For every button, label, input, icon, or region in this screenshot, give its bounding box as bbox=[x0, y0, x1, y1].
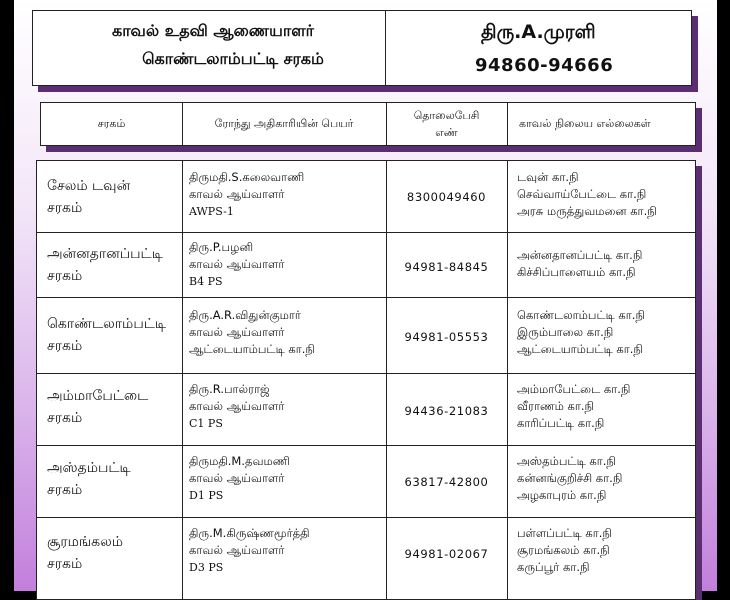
column-header-phone bbox=[386, 107, 507, 141]
table-row-zone bbox=[47, 385, 148, 429]
officer-station: AWPS-1 bbox=[189, 205, 234, 218]
officer-name: திரு.P.பழனி bbox=[189, 240, 254, 254]
zone-suffix: சரகம் bbox=[47, 556, 83, 572]
table-row-phone: 63817-42800 bbox=[404, 475, 489, 489]
header-divider bbox=[385, 11, 386, 85]
zone-name: அம்மாபேட்டை bbox=[47, 388, 149, 404]
table-row-limits bbox=[517, 525, 612, 576]
table-row-limits bbox=[517, 453, 622, 504]
zone-suffix: சரகம் bbox=[47, 338, 83, 354]
header-title-line1: காவல் உதவி ஆணையாளர் bbox=[111, 21, 315, 40]
table-row-officer bbox=[189, 525, 310, 576]
station-limit: செவ்வாய்பேட்டை கா.நி bbox=[517, 187, 647, 201]
table-row-phone: 94981-05553 bbox=[404, 330, 489, 344]
zone-name: கொண்டலாம்பட்டி bbox=[47, 316, 167, 332]
station-limit: பள்ளப்பட்டி கா.நி bbox=[517, 526, 612, 540]
zone-suffix: சரகம் bbox=[47, 482, 83, 498]
station-limit: இரும்பாலை கா.நி bbox=[517, 325, 614, 339]
table-row-phone: 94981-02067 bbox=[404, 547, 489, 561]
zone-suffix: சரகம் bbox=[47, 410, 83, 426]
station-limit: ஆட்டையாம்பட்டி கா.நி bbox=[517, 342, 643, 356]
table-row-divider bbox=[37, 232, 695, 233]
table-row-phone: 8300049460 bbox=[406, 190, 487, 204]
table-row-divider bbox=[37, 445, 695, 446]
station-limit: சூரமங்கலம் கா.நி bbox=[517, 543, 610, 557]
table-row-limits bbox=[517, 247, 642, 281]
station-limit: வீராணம் கா.நி bbox=[517, 399, 595, 413]
zone-suffix: சரகம் bbox=[47, 268, 83, 284]
header-box bbox=[32, 10, 692, 86]
column-header-officer: ரோந்து அதிகாரியின் பெயர் bbox=[214, 117, 354, 130]
table-row-limits bbox=[517, 307, 645, 358]
officer-rank: காவல் ஆய்வாளர் bbox=[189, 325, 285, 339]
station-limit: டவுன் கா.நி bbox=[517, 170, 579, 184]
officer-station: D3 PS bbox=[189, 561, 224, 574]
table-row-zone bbox=[47, 531, 123, 575]
zone-name: அன்னதானப்பட்டி bbox=[47, 246, 163, 262]
table-row-zone bbox=[47, 313, 166, 357]
table-row-limits bbox=[517, 169, 657, 220]
officer-name: திருமதி.S.கலைவாணி bbox=[189, 170, 305, 184]
station-limit: கன்னங்குறிச்சி கா.நி bbox=[517, 471, 623, 485]
table-row-limits bbox=[517, 381, 630, 432]
column-header-limits: காவல் நிலைய எல்லைகள் bbox=[519, 117, 651, 130]
station-limit: கருப்பூர் கா.நி bbox=[517, 560, 590, 574]
header-officer-phone: 94860-94666 bbox=[475, 55, 614, 76]
table-col-divider bbox=[386, 161, 387, 599]
officer-station: B4 PS bbox=[189, 275, 223, 288]
header-title-line2: கொண்டலாம்பட்டி சரகம் bbox=[142, 49, 324, 68]
zone-suffix: சரகம் bbox=[47, 200, 83, 216]
station-limit: கிச்சிப்பாளையம் கா.நி bbox=[517, 265, 636, 279]
table-row-phone: 94436-21083 bbox=[404, 404, 489, 418]
table-row-divider bbox=[37, 373, 695, 374]
zone-name: அஸ்தம்பட்டி bbox=[47, 460, 131, 476]
column-header-zone: சரகம் bbox=[97, 117, 126, 130]
officer-name: திரு.R.பால்ராஜ் bbox=[189, 382, 270, 396]
officer-station: D1 PS bbox=[189, 489, 224, 502]
station-limit: அரசு மருத்துவமனை கா.நி bbox=[517, 204, 657, 218]
zone-name: சேலம் டவுன் bbox=[47, 178, 131, 194]
table-row-zone bbox=[47, 243, 163, 287]
station-limit: அழகாபுரம் கா.நி bbox=[517, 488, 607, 502]
header-title bbox=[53, 17, 373, 73]
table-row-phone: 94981-84845 bbox=[404, 260, 489, 274]
col-divider bbox=[507, 103, 508, 145]
header-officer-name: திரு.A.முரளி bbox=[481, 21, 596, 43]
table-row-divider bbox=[37, 517, 695, 518]
officer-rank: காவல் ஆய்வாளர் bbox=[189, 399, 285, 413]
table-col-divider bbox=[507, 161, 508, 599]
column-header-phone-line2: எண் bbox=[435, 126, 458, 139]
column-header-box bbox=[40, 102, 696, 146]
officer-name: திரு.M.கிருஷ்ணமூர்த்தி bbox=[189, 526, 310, 540]
table-row-officer bbox=[189, 239, 284, 290]
table-row-zone bbox=[47, 175, 130, 219]
column-header-phone-line1: தொலைபேசி bbox=[413, 109, 480, 122]
officer-rank: காவல் ஆய்வாளர் bbox=[189, 187, 285, 201]
table-col-divider bbox=[182, 161, 183, 599]
table-row-divider bbox=[37, 297, 695, 298]
table-row-officer bbox=[189, 453, 290, 504]
officer-station: ஆட்டையாம்பட்டி கா.நி bbox=[189, 342, 315, 356]
data-table bbox=[36, 160, 696, 600]
station-limit: கொண்டலாம்பட்டி கா.நி bbox=[517, 308, 645, 322]
table-row-officer bbox=[189, 381, 284, 432]
table-row-zone bbox=[47, 457, 131, 501]
zone-name: சூரமங்கலம் bbox=[47, 534, 124, 550]
officer-rank: காவல் ஆய்வாளர் bbox=[189, 257, 285, 271]
table-row-officer bbox=[189, 307, 315, 358]
officer-rank: காவல் ஆய்வாளர் bbox=[189, 543, 285, 557]
officer-rank: காவல் ஆய்வாளர் bbox=[189, 471, 285, 485]
officer-name: திருமதி.M.தவமணி bbox=[189, 454, 290, 468]
officer-name: திரு.A.R.விதுன்குமார் bbox=[189, 308, 301, 322]
table-row-officer bbox=[189, 169, 304, 220]
station-limit: காரிப்பட்டி கா.நி bbox=[517, 416, 605, 430]
station-limit: அஸ்தம்பட்டி கா.நி bbox=[517, 454, 616, 468]
station-limit: அம்மாபேட்டை கா.நி bbox=[517, 382, 631, 396]
station-limit: அன்னதானப்பட்டி கா.நி bbox=[517, 248, 643, 262]
officer-station: C1 PS bbox=[189, 417, 223, 430]
